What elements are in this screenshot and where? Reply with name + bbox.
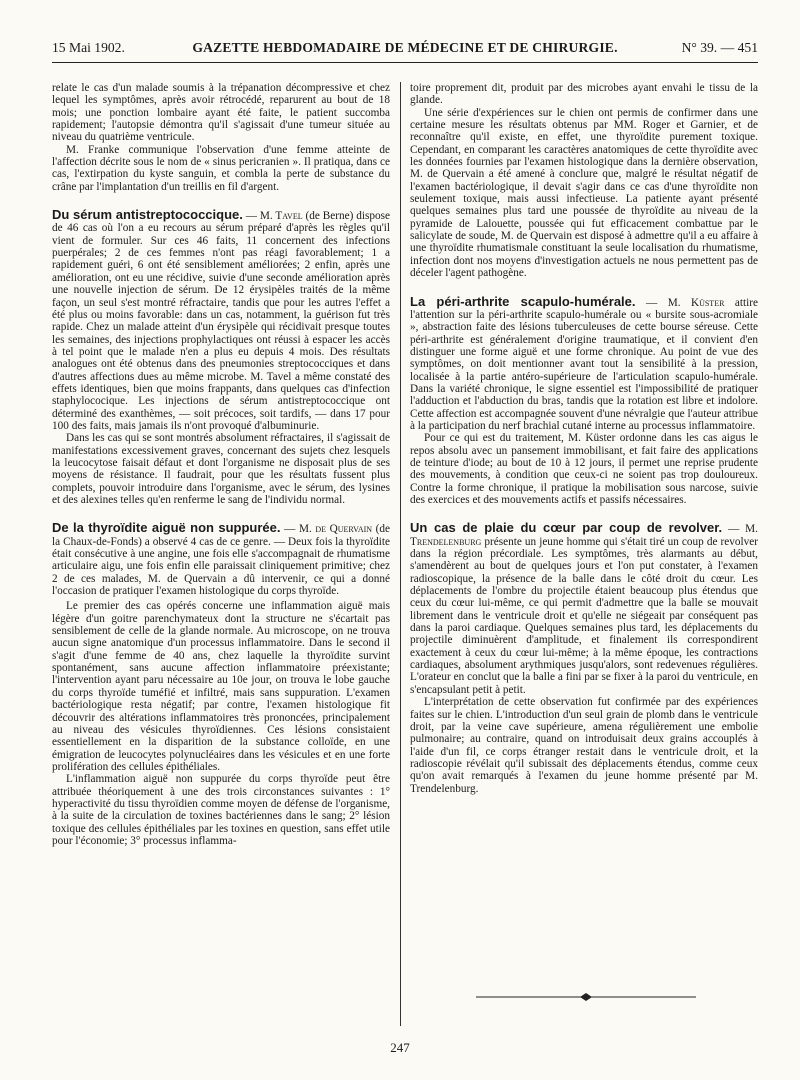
section-author: — M. Küster (645, 296, 725, 309)
section-author: — M. Tavel (245, 210, 303, 223)
footer-page-number: 247 (390, 1040, 410, 1055)
section-text: (de Berne) dispose de 46 cas où l'on a eu recours au sérum préparé d'après les règles qu'il vient de formuler. Sur ces 46 faits, 11 concernent des infections puerpérales; 2 de ces femmes n'ont pas réagi favorablement; 1 a rapidement guéri, 6 ont été sensiblement améliorées; 2 enfin, après une amélioration, ont eu une récidive, suivie d'une seconde amélioration après une nouvelle injection de sérum. De 12 érysipèles traités de la même façon, un seul s'est montré réfractaire, tandis que pour les autres l'effet a été plus ou moins favorable: dans un cas, notamment, la guérison fut très rapide. Chez un malade atteint d'un érysipèle qui récidivait presque toutes les semaines, des injections prophylactiques ont réussi à espacer les accès à tel point que le malade n'en a plus eu depuis 4 mois. Des résultats analogues ont été obtenus dans des pneumonies streptococciques et dans d'autres affections dues au même microbe. M. Tavel a même constaté des effets identiques, bien que moins frappants, dans quelques cas d'infection staphylococique. Les injections de sérum antistreptococcique ont déterminé des exanthèmes, — soit précoces, soit tardifs, — dans 17 pour 100 des faits, mais jamais ils n'ont provoqué d'albuminurie. (52, 210, 390, 432)
section-thyroiditis (52, 521, 390, 847)
left-column (52, 82, 390, 1034)
right-column (410, 82, 758, 1034)
column-divider (400, 82, 401, 1026)
journal-title: GAZETTE HEBDOMADAIRE DE MÉDECINE ET DE CHIRURGIE. (192, 40, 618, 55)
end-ornament (476, 992, 696, 1002)
section-author: — M. de Quervain (284, 523, 373, 536)
section-text: présente un jeune homme qui s'était tiré un coup de revolver dans la région précordiale. Les symptômes, très alarmants au début, s'amendèrent au bout de quelques jours et l'on put constater, à l'examen radioscopique, la présence de la balle dans le côté droit du cœur. Les déplacements de l'ombre du projectile étaient beaucoup plus étendus que ceux du cœur lui-même, ce qui permit d'admettre que la balle se mouvait librement dans le ventricule droit et qu'elle ne siégeait par conséquent pas dans la paroi cardiaque. Quelques semaines plus tard, les déplacements du projectile diminuèrent d'amplitude, et finalement ils correspondirent exactement à ceux du cœur lui-même; à la même époque, les contractions cardiaques, absolument arythmiques jusqu'alors, sont redevenues régulières. L'orateur en conclut que la balle a fini par se fixer à la paroi du ventricule, en s'encapsulant petit à petit. (410, 535, 758, 696)
paragraph: Pour ce qui est du traitement, M. Küster ordonne dans les cas aigus le repos absolu avec un pansement immobilisant, et fait faire des applications de teinture d'iode; au bout de 10 à 12 jours, il permet une reprise prudente des mouvements, à condition que ceux-ci ne soient pas trop douloureux. Contre la forme chronique, il pratique la mobilisation sous narcose, suivie des exercices et des mouvements actifs et passifs nécessaires. (410, 432, 758, 506)
issue-page-number: N° 39. — 451 (681, 40, 758, 55)
section-title: Du sérum antistreptococcique. (52, 207, 243, 223)
section-title: De la thyroïdite aiguë non suppurée. (52, 520, 281, 536)
paragraph: relate le cas d'un malade soumis à la trépanation décompressive et chez lequel les symptômes, après avoir rétrocédé, reparurent au bout de 18 mois; une ponction lombaire ayant été faite, le patient succomba rapidement; l'autopsie démontra qu'il s'agissait d'une tumeur située au niveau du quatrième ventricule. (52, 82, 390, 144)
paragraph: M. Franke communique l'observation d'une femme atteinte de l'affection décrite sous le nom de « sinus pericranien ». Il pratiqua, dans ce cas, l'extirpation du kyste sanguin, et combla la perte de substance du crâne par l'implantation d'un treillis en fil d'argent. (52, 143, 390, 193)
paragraph: L'interprétation de cette observation fut confirmée par des expériences faites sur le chien. L'introduction d'un seul grain de plomb dans le ventricule droit, par la veine cave supérieure, amena régulièrement une embolie pulmonaire; au contraire, quand on introduisait deux grains accouplés à l'aide d'un fil, ce corps étranger restait dans le ventricule droit, et la radioscopie révélait qu'il subissait des déplacements étendus, comme ceux qu'on avait remarqués à l'examen du jeune homme présenté par M. Trendelenburg. (410, 696, 758, 795)
paragraph: Une série d'expériences sur le chien ont permis de confirmer dans une certaine mesure les résultats obtenus par MM. Roger et Garnier, et de reconnaître qu'il existe, en effet, une thyroïdite purement toxique. Cependant, en comparant les caractères anatomiques de cette thyroïdite avec les données fournies par l'examen histologique dans la dernière observation, M. de Quervain a été amené à conclure que, malgré le résultat négatif de l'examen bactériologique, il devait s'agir dans ce cas d'une thyroïdite non seulement toxique, mais aussi infectieuse. La patiente ayant présenté quelques semaines plus tard une poussée de thyroïdite au niveau de la pyramide de Lalouette, poussée qui fut efficacement combattue par le salicylate de soude, M. de Quervain est disposé à admettre qu'il a eu affaire à une thyroïdite rhumatismale constituant la seule localisation du rhumatisme, infection dont nos moyens d'investigation actuels ne nous permettent pas de déceler l'agent pathogène. (410, 106, 758, 280)
section-heart-wound (410, 521, 758, 795)
paragraph: Le premier des cas opérés concerne une inflammation aiguë mais légère d'un goitre parenchymateux dont la structure ne s'écartait pas sensiblement de celle de la glande normale. Au microscope, on ne trouva aucun signe anatomique d'un processus inflammatoire. Dans le second il s'agit d'une femme de 40 ans, chez laquelle la thyroïdite survint spontanément, sans aucune affection inflammatoire préexistante; l'intervention ayant paru nécessaire au 10e jour, on trouva le lobe gauche du corps thyroïde tuméfié et infiltré, mais sans suppuration. L'examen bactériologique resta négatif; par contre, l'examen histologique fit découvrir des altérations inflammatoires très prononcées, principalement au niveau des vésicules thyroïdiennes. Ces lésions consistaient essentiellement en la disparition de la substance colloïde, en une émigration de leucocytes polynucléaires dans les vésicules et en une forte prolifération des cellules épithéliales. (52, 600, 390, 773)
section-text: (de la Chaux-de-Fonds) a observé 4 cas de ce genre. — Deux fois la thyroïdite était consécutive à une angine, une fois elle s'accompagnait de rhumatisme articulaire aigu, une fois enfin elle paraissait cliniquement primitive; chez 2 de ces malades, M. de Quervain a dû intervenir, ce qui a donné l'occasion de pratiquer l'examen histologique du corps thyroïde. (52, 523, 390, 598)
paragraph: toire proprement dit, produit par des microbes ayant envahi le tissu de la glande. (410, 82, 758, 107)
section-periarthritis (410, 295, 758, 507)
section-text: attire l'attention sur la péri-arthrite scapulo-humérale ou « bursite sous-acromiale », abstraction faite des lésions tuberculeuses de cette bourse séreuse. Cette péri-arthrite est généralement d'origine traumatique, et il convient d'en distinguer une forme aiguë et une forme chronique. Au point de vue des symptômes, on doit mentionner avant tout la sensibilité à la pression, localisée à la partie antéro-supérieure de l'articulation scapulo-humérale. Dans la variété chronique, le signe essentiel est l'impossibilité de pratiquer l'adduction et l'abduction du bras, tandis que la rotation est libre et indolore. Cette affection est accompagnée souvent d'une névralgie que l'auteur attribue à la participation du nerf brachial cutané interne au processus inflammatoire. (410, 296, 758, 432)
section-serum (52, 208, 390, 506)
section-title: Un cas de plaie du cœur par coup de revolver. (410, 520, 723, 536)
paragraph: Dans les cas qui se sont montrés absolument réfractaires, il s'agissait de manifestations excessivement graves, concernant des sujets chez lesquels la leucocytose faisait défaut et dont l'organisme ne disposait plus de ses moyens de résistance. Il faudrait, pour que les résultats fussent plus complets, pouvoir introduire dans l'organisme, avec le sérum, des lysines et des alexines telles qu'en renferme le sang de l'individu normal. (52, 432, 390, 506)
section-title: La péri-arthrite scapulo-humérale. (410, 293, 636, 309)
header-rule (52, 62, 758, 63)
section-author: — M. Trendelenburg (410, 523, 758, 548)
running-header (52, 38, 758, 58)
paragraph: L'inflammation aiguë non suppurée du corps thyroïde peut être attribuée théoriquement à une des trois circonstances suivantes : 1° hyperactivité du tissu thyroïdien comme moyen de défense de l'organisme, à la suite de la circulation de toxines bactériennes dans le sang; 2° lésion toxique des cellules épithéliales par les toxines en question, sans effet utile pour l'économie; 3° processus inflamma- (52, 773, 390, 847)
issue-date: 15 Mai 1902. (52, 40, 125, 55)
